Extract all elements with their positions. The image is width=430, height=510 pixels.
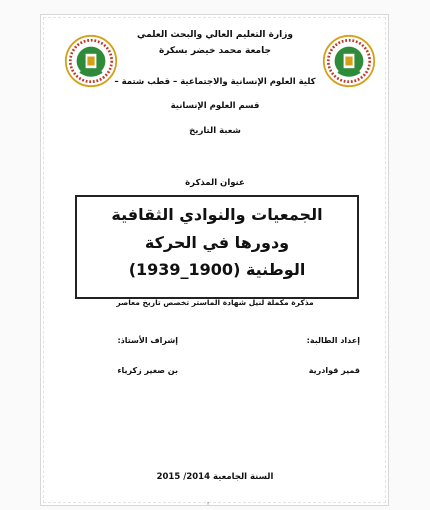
- thesis-title-line-1: الجمعيات والنوادي الثقافية: [111, 205, 323, 224]
- thesis-title-box: [75, 195, 359, 299]
- branch-name: شعبة التاريخ: [189, 126, 241, 136]
- ministry-name: وزارة التعليم العالي والبحث العلمي: [136, 30, 294, 40]
- academic-year: السنة الجامعية 2014/ 2015: [156, 472, 274, 482]
- student-label: إعداد الطالبة:: [306, 336, 360, 345]
- thesis-label: عنوان المذكرة: [185, 178, 245, 188]
- university-name: جامعة محمد خيضر بسكرة: [159, 46, 271, 56]
- thesis-title-line-2: ودورها في الحركة: [144, 233, 290, 252]
- thesis-subtitle: مذكرة مكملة لنيل شهادة الماستر تخصص تاريخ معاصر: [116, 298, 314, 307]
- faculty-name: كلية العلوم الإنسانية والاجتماعية – قطب شتمة –: [114, 77, 316, 87]
- supervisor-label: إشراف الأستاذ:: [117, 336, 178, 345]
- thesis-title-line-3: الوطنية (1900_1939): [128, 260, 306, 279]
- department-name: قسم العلوم الإنسانية: [170, 101, 260, 111]
- supervisor-name: بن صغير زكرياء: [117, 366, 178, 375]
- page-mark: ◦: [206, 500, 211, 508]
- student-name: قمير قوادرية: [308, 366, 360, 375]
